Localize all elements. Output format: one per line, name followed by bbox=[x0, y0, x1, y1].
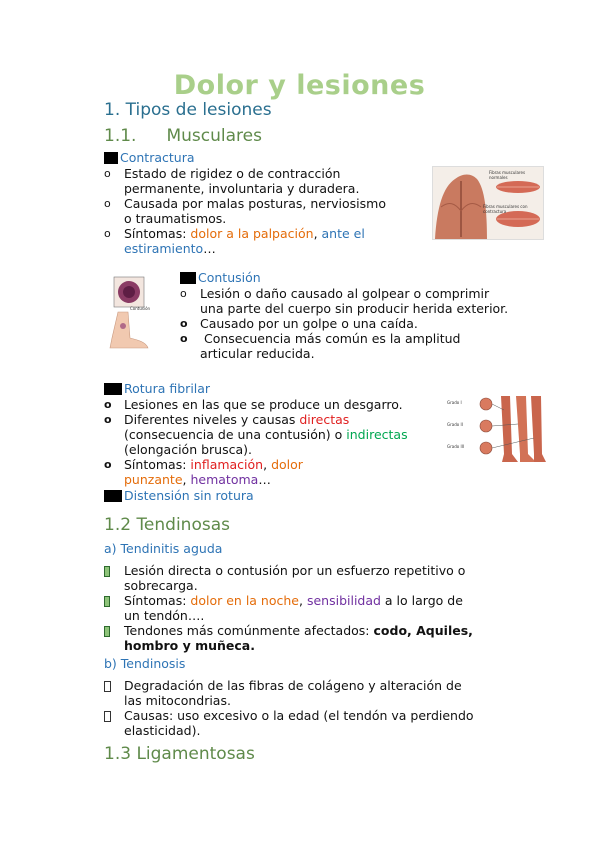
list-item bbox=[180, 316, 515, 331]
tendinitis-heading: a) Tendinitis aguda bbox=[104, 541, 223, 556]
item-text-bold: codo, Aquiles, hombro y muñeca. bbox=[124, 623, 473, 653]
page-title: Dolor y lesiones bbox=[173, 70, 426, 101]
sintoma-text: sensibilidad bbox=[306, 593, 381, 608]
sintoma-text: ante el estiramiento bbox=[124, 226, 365, 256]
contractura-list bbox=[104, 166, 394, 256]
circle-bullet-icon: o bbox=[180, 317, 188, 330]
list-item: o Síntomas: inflamación, dolor punzante, hematoma… bbox=[104, 457, 303, 487]
black-marker-icon bbox=[104, 490, 122, 502]
circle-bullet-icon: o bbox=[104, 227, 111, 240]
section-number: 1. bbox=[104, 100, 121, 120]
contusion-heading bbox=[180, 270, 261, 285]
subsection-heading-1-2: 1.2 Tendinosas bbox=[104, 515, 230, 535]
item-text: Degradación de las fibras de colágeno y alteración de las mitocondrias. bbox=[124, 678, 462, 708]
contusion-list bbox=[180, 286, 515, 361]
item-text: Lesión o daño causado al golpear o comprimir una parte del cuerpo sin producir herida exterior. bbox=[200, 286, 509, 316]
sintoma-text: dolor a la palpación bbox=[190, 226, 314, 241]
subsection-label: Musculares bbox=[166, 126, 262, 146]
image-caption: Contusión bbox=[130, 306, 150, 311]
list-item bbox=[104, 678, 476, 708]
sintoma-text: hematoma bbox=[190, 472, 259, 487]
item-text: (consecuencia de una contusión) o bbox=[124, 427, 347, 442]
tendinosis-heading: b) Tendinosis bbox=[104, 656, 186, 671]
subsection-heading-1-1 bbox=[104, 126, 262, 146]
item-text: directas bbox=[299, 412, 350, 427]
item-text: Tendones más comúnmente afectados: bbox=[124, 623, 374, 638]
square-bullet-icon bbox=[104, 711, 111, 722]
rotura-list bbox=[104, 397, 439, 487]
image-caption: Grado III bbox=[447, 444, 464, 449]
subsection-number: 1.1. bbox=[104, 126, 137, 146]
image-caption: Grado I bbox=[447, 400, 462, 405]
rotura-heading bbox=[104, 381, 210, 396]
item-text: Causas: uso excesivo o la edad (el tendón va perdiendo elasticidad). bbox=[124, 708, 474, 738]
muscle-back-image bbox=[432, 166, 544, 240]
separator: , bbox=[313, 226, 322, 241]
tendinosis-list bbox=[104, 678, 476, 738]
sintoma-text: dolor punzante bbox=[124, 457, 303, 487]
rotura-title: Rotura fibrilar bbox=[124, 381, 211, 396]
contusion-title: Contusión bbox=[198, 270, 261, 285]
list-item bbox=[104, 623, 476, 653]
contractura-title: Contractura bbox=[120, 150, 195, 165]
section-heading-1 bbox=[104, 100, 272, 120]
muscle-tear-image bbox=[446, 394, 546, 466]
image-caption: Grado II bbox=[447, 422, 463, 427]
list-item bbox=[104, 412, 439, 457]
distension-heading bbox=[104, 488, 254, 503]
square-bullet-icon bbox=[104, 626, 110, 637]
circle-bullet-icon: o bbox=[180, 332, 188, 345]
item-text: Estado de rigidez o de contracción permanente, involuntaria y duradera. bbox=[124, 166, 360, 196]
subsection-heading-1-3: 1.3 Ligamentosas bbox=[104, 744, 255, 764]
separator: , bbox=[299, 593, 307, 608]
image-caption: Fibras musculares con contractura bbox=[483, 204, 528, 214]
contractura-heading bbox=[104, 150, 195, 165]
sintomas-label: Síntomas: bbox=[124, 226, 191, 241]
tendinitis-list bbox=[104, 563, 476, 653]
square-bullet-icon bbox=[104, 566, 110, 577]
circle-bullet-icon: o bbox=[104, 167, 111, 180]
black-marker-icon bbox=[104, 383, 122, 395]
item-text: (elongación brusca). bbox=[124, 442, 252, 457]
item-text: indirectas bbox=[346, 427, 408, 442]
item-text: a lo largo de un tendón…. bbox=[124, 593, 463, 623]
item-text: Causada por malas posturas, nerviosismo o traumatismos. bbox=[124, 196, 386, 226]
circle-bullet-icon: o bbox=[104, 458, 112, 471]
ellipsis: … bbox=[258, 472, 271, 487]
list-item bbox=[104, 196, 394, 226]
black-marker-icon bbox=[180, 272, 196, 284]
contusion-image bbox=[108, 276, 150, 352]
circle-bullet-icon: o bbox=[180, 287, 187, 300]
item-text: Lesiones en las que se produce un desgarro. bbox=[124, 397, 403, 412]
distension-title: Distensión sin rotura bbox=[124, 488, 254, 503]
square-bullet-icon bbox=[104, 596, 110, 607]
sintomas-label: Síntomas: bbox=[124, 593, 191, 608]
sintoma-text: inflamación bbox=[190, 457, 264, 472]
sintomas-label: Síntomas: bbox=[124, 457, 191, 472]
list-item bbox=[104, 708, 476, 738]
image-caption: Fibras musculares normales bbox=[489, 170, 526, 180]
section-label: Tipos de lesiones bbox=[125, 100, 272, 120]
item-text: Causado por un golpe o una caída. bbox=[200, 316, 418, 331]
square-bullet-icon bbox=[104, 681, 111, 692]
circle-bullet-icon: o bbox=[104, 398, 112, 411]
list-item bbox=[180, 286, 515, 316]
list-item bbox=[104, 397, 439, 412]
list-item bbox=[104, 226, 394, 256]
separator: , bbox=[263, 457, 272, 472]
circle-bullet-icon: o bbox=[104, 413, 112, 426]
list-item bbox=[104, 593, 476, 623]
circle-bullet-icon: o bbox=[104, 197, 111, 210]
item-text: Diferentes niveles y causas bbox=[124, 412, 300, 427]
list-item bbox=[104, 166, 394, 196]
list-item bbox=[104, 563, 476, 593]
item-text: Lesión directa o contusión por un esfuerzo repetitivo o sobrecarga. bbox=[124, 563, 466, 593]
list-item bbox=[180, 331, 515, 361]
sintoma-text: dolor en la noche bbox=[190, 593, 299, 608]
item-text: Consecuencia más común es la amplitud articular reducida. bbox=[200, 331, 465, 361]
ellipsis: … bbox=[203, 241, 216, 256]
black-marker-icon bbox=[104, 152, 118, 164]
